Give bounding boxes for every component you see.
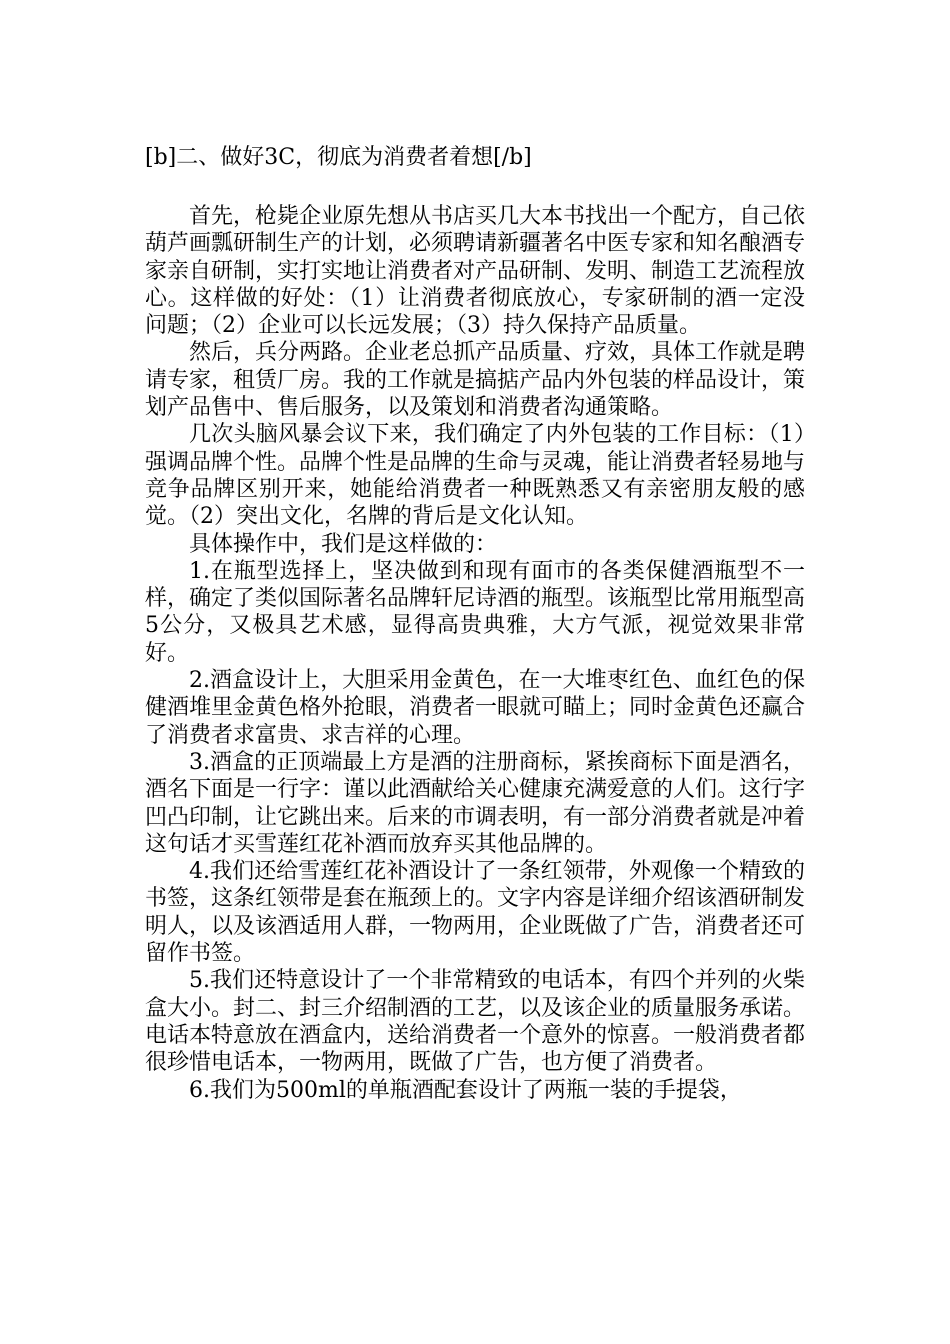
section-heading: [b]二、做好3C，彻底为消费者着想[/b]: [145, 145, 532, 170]
paragraph-item-5: 5.我们还特意设计了一个非常精致的电话本，有四个并列的火柴盒大小。封二、封三介绍制酒的工艺，以及该企业的质量服务承诺。电话本特意放在酒盒内，送给消费者一个意外的惊喜。一般消费者都很珍惜电话本，一物两用，既做了广告，也方便了消费者。: [145, 968, 806, 1076]
paragraph-operation: 具体操作中，我们是这样做的：: [189, 531, 498, 557]
paragraph-intro: 首先，枪毙企业原先想从书店买几大本书找出一个配方，自己依葫芦画瓢研制生产的计划，必须聘请新疆著名中医专家和知名酿酒专家亲自研制，实打实地让消费者对产品研制、发明、制造工艺流程放心。这样做的好处：（1）让消费者彻底放心，专家研制的酒一定没问题；（2）企业可以长远发展；（3）持久保持产品质量。: [145, 204, 806, 339]
document-page: [145, 143, 805, 1104]
paragraph-goals: 几次头脑风暴会议下来，我们确定了内外包装的工作目标：（1）强调品牌个性。品牌个性是品牌的生命与灵魂，能让消费者轻易地与竞争品牌区别开来，她能给消费者一种既熟悉又有亲密朋友般的感觉。（2）突出文化，名牌的背后是文化认知。: [145, 422, 806, 530]
paragraph-item-6: 6.我们为500ml的单瓶酒配套设计了两瓶一装的手提袋，: [189, 1077, 742, 1103]
paragraph-item-4: 4.我们还给雪莲红花补酒设计了一条红领带，外观像一个精致的书签，这条红领带是套在瓶颈上的。文字内容是详细介绍该酒研制发明人，以及该酒适用人群，一物两用，企业既做了广告，消费者还可留作书签。: [145, 859, 806, 967]
paragraph-item-2: 2.酒盒设计上，大胆采用金黄色，在一大堆枣红色、血红色的保健酒堆里金黄色格外抢眼，消费者一眼就可瞄上；同时金黄色还赢合了消费者求富贵、求吉祥的心理。: [145, 668, 806, 748]
paragraph-division: 然后，兵分两路。企业老总抓产品质量、疗效，具体工作就是聘请专家，租赁厂房。我的工作就是搞掂产品内外包装的样品设计，策划产品售中、售后服务，以及策划和消费者沟通策略。: [145, 340, 806, 421]
paragraph-item-3: 3.酒盒的正顶端最上方是酒的注册商标，紧挨商标下面是酒名，酒名下面是一行字：谨以此酒献给关心健康充满爱意的人们。这行字凹凸印制，让它跳出来。后来的市调表明，有一部分消费者就是冲着这句话才买雪莲红花补酒而放弃买其他品牌的。: [145, 749, 806, 857]
paragraph-item-1: 1.在瓶型选择上，坚决做到和现有面市的各类保健酒瓶型不一样，确定了类似国际著名品牌轩尼诗酒的瓶型。该瓶型比常用瓶型高5公分，又极具艺术感，显得高贵典雅，大方气派，视觉效果非常好。: [145, 558, 806, 666]
